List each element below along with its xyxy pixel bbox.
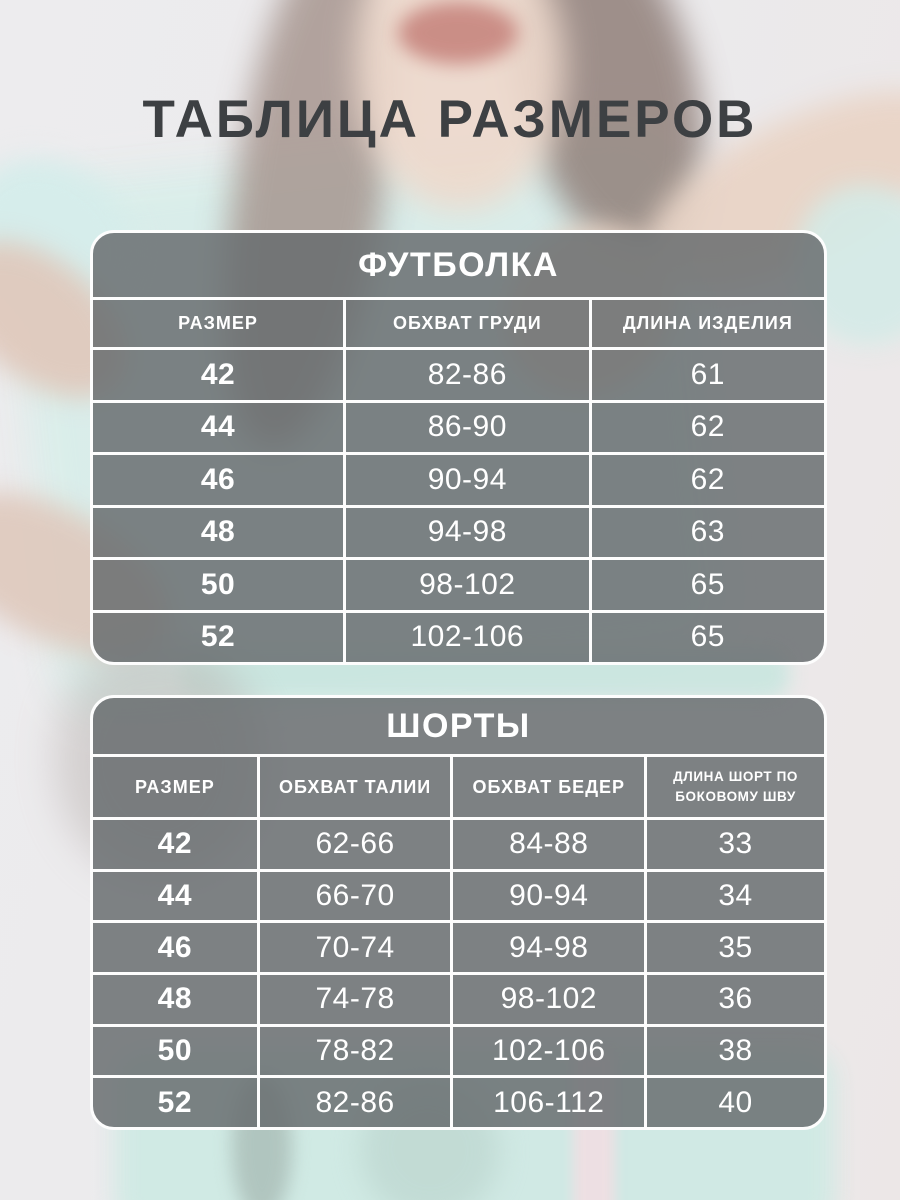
size-cell: 50 <box>200 567 236 601</box>
value-cell: 70-74 <box>257 923 451 972</box>
table-row <box>93 869 824 921</box>
size-cell: 48 <box>200 515 236 549</box>
value-cell: 102-106 <box>343 613 589 663</box>
size-cell: 44 <box>157 879 193 912</box>
value-cell: 34 <box>644 872 824 921</box>
column-header: ОБХВАТ ГРУДИ <box>343 300 589 347</box>
value-cell: 62 <box>589 403 824 453</box>
value-cell: 90-94 <box>450 872 644 921</box>
size-cell: 42 <box>157 827 193 861</box>
table-title-band: ШОРТЫ <box>386 706 531 745</box>
value-cell: 74-78 <box>257 975 451 1024</box>
model-lips <box>398 2 518 64</box>
table-row <box>93 1024 824 1076</box>
size-cell: 46 <box>157 930 193 964</box>
value-cell: 65 <box>589 560 824 610</box>
size-cell: 52 <box>157 1085 193 1119</box>
value-cell: 62-66 <box>257 820 451 869</box>
page-title: ТАБЛИЦА РАЗМЕРОВ <box>142 90 758 149</box>
size-cell: 42 <box>200 357 236 391</box>
value-cell: 82-86 <box>257 1078 451 1127</box>
size-cell: 50 <box>157 1034 193 1068</box>
size-cell: 46 <box>200 462 236 496</box>
value-cell: 82-86 <box>343 350 589 400</box>
column-header: ОБХВАТ ТАЛИИ <box>257 757 451 817</box>
value-cell: 36 <box>644 975 824 1024</box>
value-cell: 86-90 <box>343 403 589 453</box>
table-row <box>93 817 824 869</box>
value-cell: 94-98 <box>343 508 589 558</box>
value-cell: 84-88 <box>450 820 644 869</box>
value-cell: 98-102 <box>450 975 644 1024</box>
size-cell: 52 <box>200 620 236 654</box>
value-cell: 38 <box>644 1027 824 1076</box>
table-row <box>93 920 824 972</box>
tshirt-size-table <box>90 230 827 665</box>
table-row <box>93 505 824 558</box>
column-header-row <box>93 754 824 817</box>
column-header-row <box>93 297 824 347</box>
column-header: РАЗМЕР <box>135 776 215 797</box>
table-row <box>93 972 824 1024</box>
table-row <box>93 400 824 453</box>
column-header: ДЛИНА ШОРТ ПО БОКОВОМУ ШВУ <box>644 757 824 817</box>
value-cell: 94-98 <box>450 923 644 972</box>
value-cell: 66-70 <box>257 872 451 921</box>
value-cell: 35 <box>644 923 824 972</box>
table-row <box>93 557 824 610</box>
value-cell: 61 <box>589 350 824 400</box>
value-cell: 106-112 <box>450 1078 644 1127</box>
table-row <box>93 610 824 663</box>
value-cell: 33 <box>644 820 824 869</box>
value-cell: 90-94 <box>343 455 589 505</box>
column-header: РАЗМЕР <box>178 313 258 333</box>
shorts-size-table <box>90 695 827 1130</box>
value-cell: 78-82 <box>257 1027 451 1076</box>
table-row <box>93 347 824 400</box>
value-cell: 40 <box>644 1078 824 1127</box>
table-row <box>93 1075 824 1127</box>
value-cell: 62 <box>589 455 824 505</box>
value-cell: 102-106 <box>450 1027 644 1076</box>
value-cell: 65 <box>589 613 824 663</box>
column-header: ДЛИНА ИЗДЕЛИЯ <box>589 300 824 347</box>
size-cell: 44 <box>200 410 236 444</box>
size-cell: 48 <box>157 982 193 1016</box>
value-cell: 98-102 <box>343 560 589 610</box>
table-title-band: ФУТБОЛКА <box>358 245 559 284</box>
column-header: ОБХВАТ БЕДЕР <box>450 757 644 817</box>
table-row <box>93 452 824 505</box>
value-cell: 63 <box>589 508 824 558</box>
